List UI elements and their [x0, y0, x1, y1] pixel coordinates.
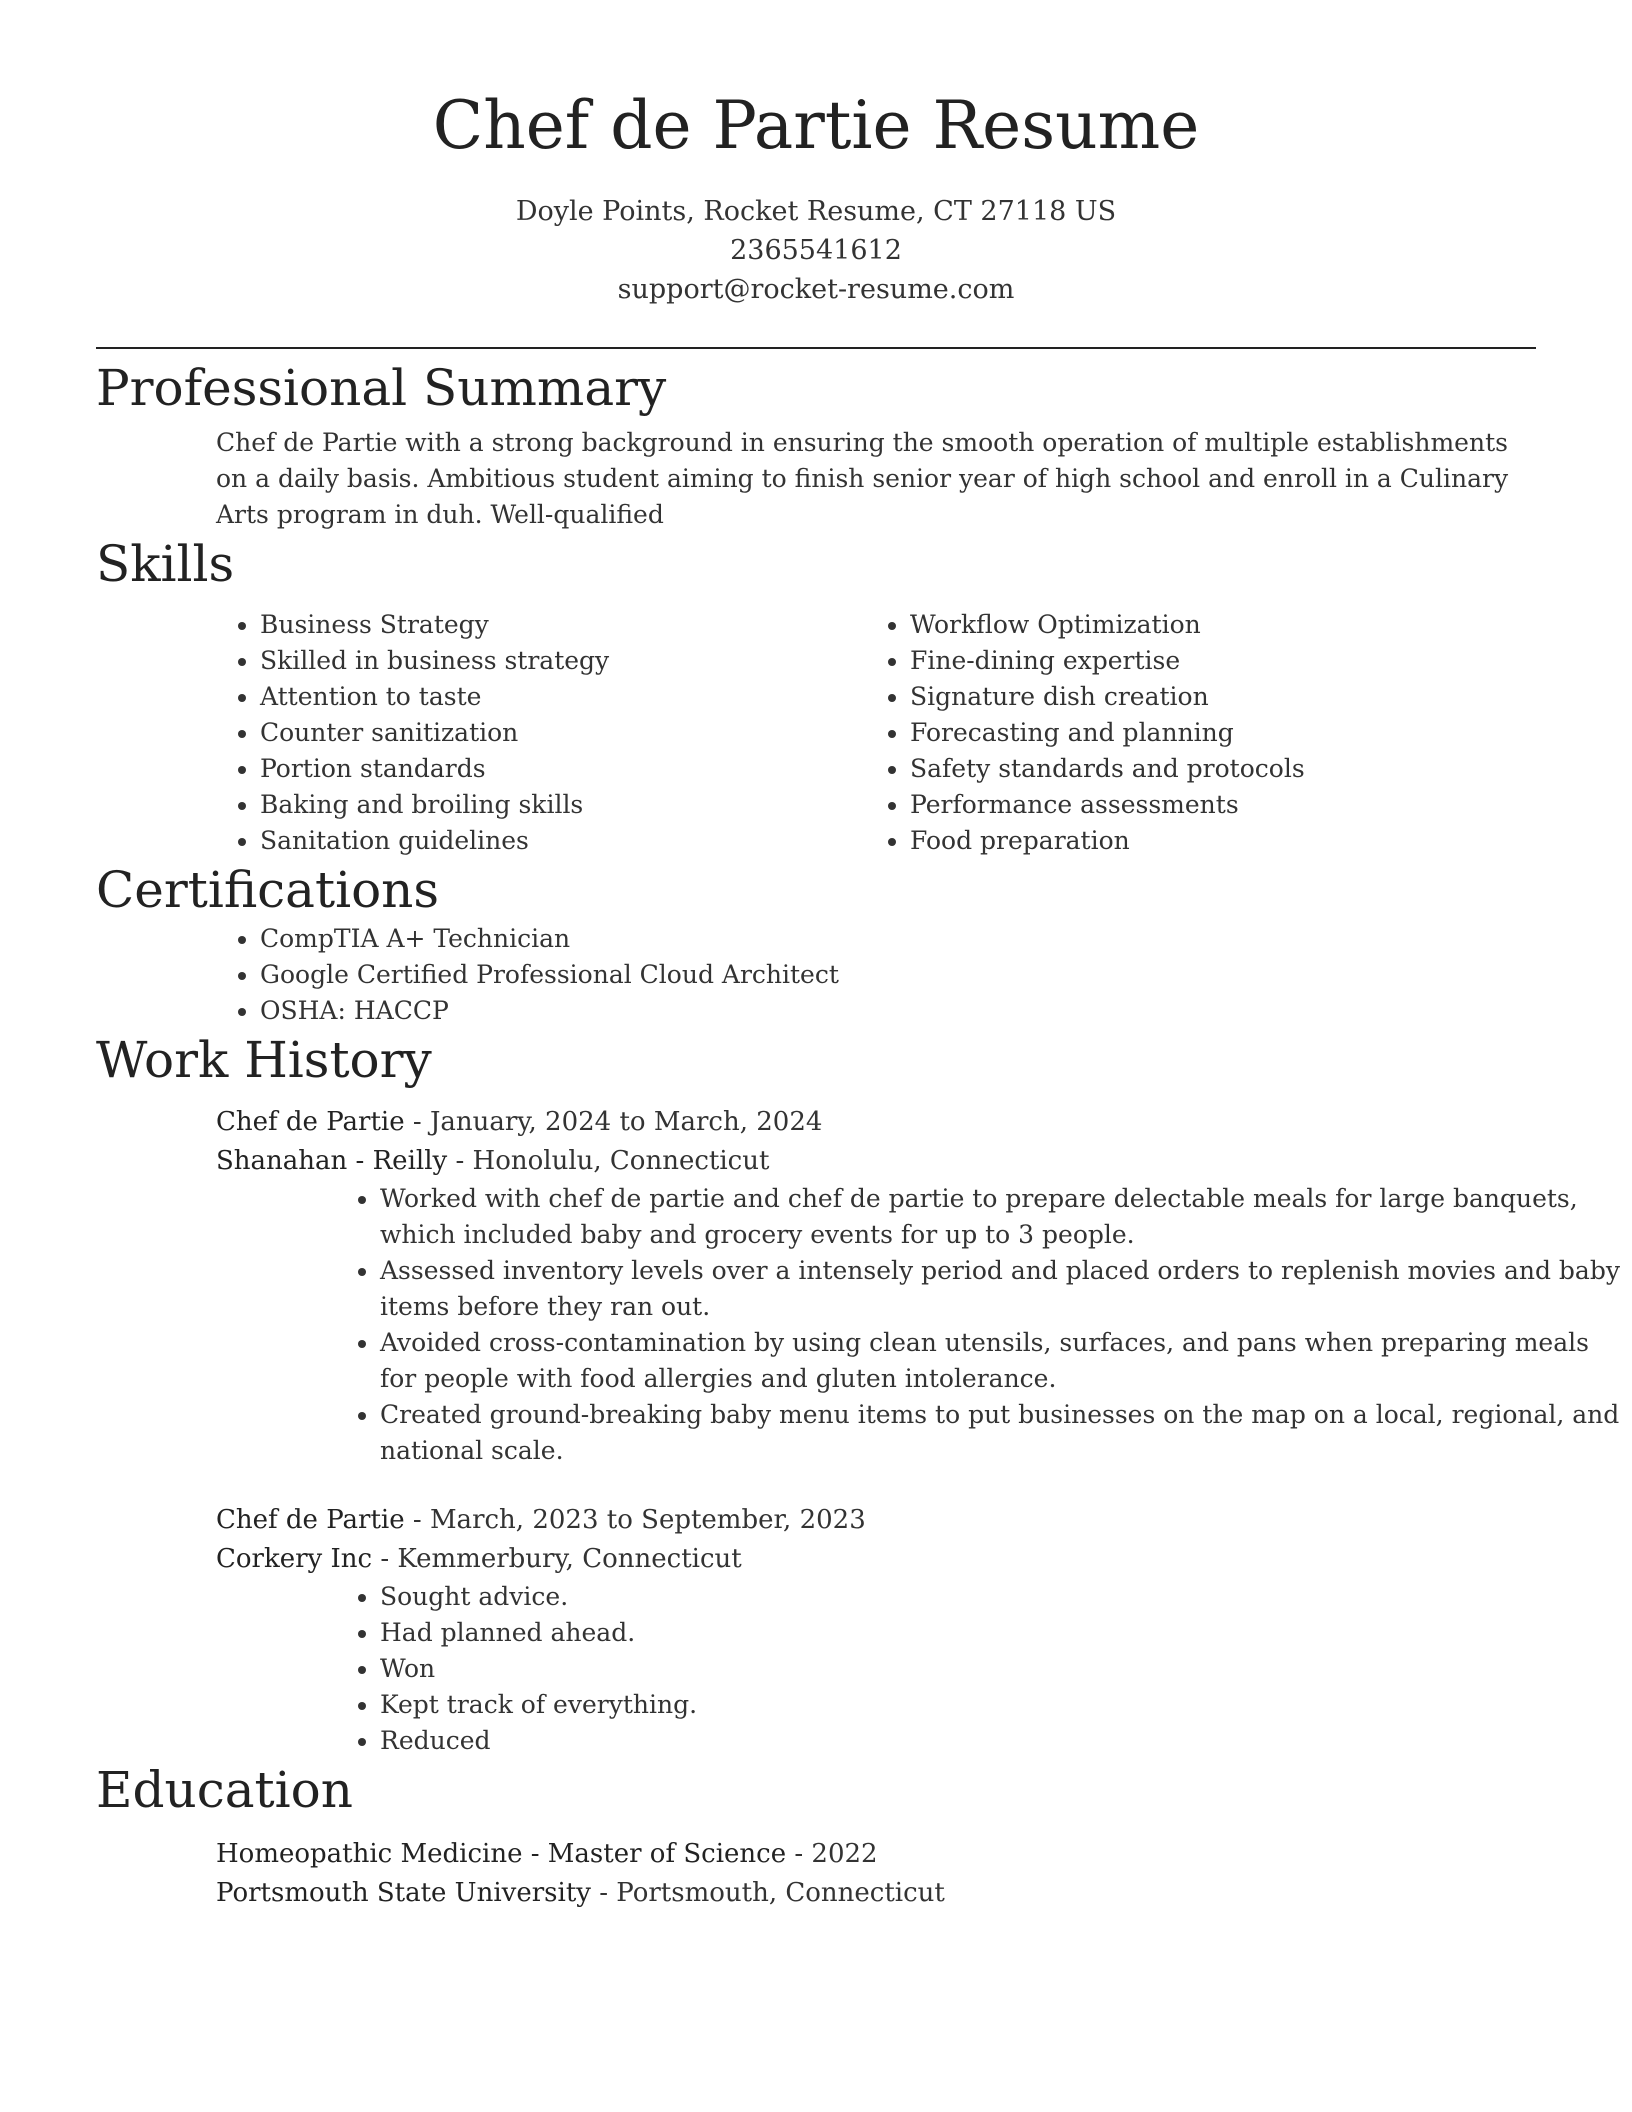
contact-info: [96, 192, 1536, 309]
education-degree-line: [216, 1835, 1536, 1874]
job-bullet-list: [216, 1579, 1620, 1759]
certifications-heading: Certifications: [96, 861, 440, 919]
skill-item: • Baking and broiling skills: [260, 787, 746, 823]
job-entry: [216, 1501, 1536, 1759]
skill-item: • Safety standards and protocols: [910, 751, 1396, 787]
skills-heading: Skills: [96, 535, 235, 593]
job-bullet: • Assessed inventory levels over a intensely period and placed orders to replenish movies and baby items before they ran out.: [380, 1253, 1620, 1325]
education-degree: Homeopathic Medicine - Master of Science: [216, 1839, 787, 1869]
summary-text: Chef de Partie with a strong background in ensuring the smooth operation of multiple establishments on a daily basis. Ambitious student aiming to finish senior year of high school and enroll in a Culinary Arts program in duh. Well-qualified: [216, 428, 1509, 529]
job-bullet: • Sought advice.: [380, 1579, 1620, 1615]
education-year: - 2022: [786, 1839, 878, 1869]
job-bullet-list: [216, 1181, 1620, 1469]
job-title-line: [216, 1103, 1536, 1142]
job-company: Corkery Inc: [216, 1544, 373, 1574]
skill-item: • Portion standards: [260, 751, 746, 787]
job-role: Chef de Partie: [216, 1505, 405, 1535]
skills-column-right: [746, 607, 1396, 859]
education-heading: Education: [96, 1761, 353, 1819]
skill-item: • Fine-dining expertise: [910, 643, 1396, 679]
skill-item: • Business Strategy: [260, 607, 746, 643]
job-company-line: [216, 1142, 1536, 1181]
education-school-line: [216, 1874, 1536, 1913]
job-bullet: • Avoided cross-contamination by using clean utensils, surfaces, and pans when preparing meals for people with food allergies and gluten intolerance.: [380, 1325, 1620, 1397]
skills-grid: [96, 607, 1536, 859]
resume-page: [96, 0, 1620, 1913]
education-location: - Portsmouth, Connecticut: [590, 1878, 945, 1908]
job-bullet: • Reduced: [380, 1723, 1620, 1759]
contact-email: support@rocket-resume.com: [617, 274, 1015, 305]
skill-item: • Attention to taste: [260, 679, 746, 715]
resume-title: Chef de Partie Resume: [432, 87, 1200, 164]
job-entry: [216, 1103, 1620, 1469]
skill-item: • Skilled in business strategy: [260, 643, 746, 679]
header-divider: [96, 347, 1536, 349]
skill-item: • Forecasting and planning: [910, 715, 1396, 751]
certification-item: • Google Certified Professional Cloud Architect: [260, 957, 1536, 993]
certification-item: • OSHA: HACCP: [260, 993, 1536, 1029]
job-location: - Kemmerbury, Connecticut: [372, 1544, 742, 1574]
job-bullet: • Worked with chef de partie and chef de partie to prepare delectable meals for large banquets, which included baby and grocery events for up to 3 people.: [380, 1181, 1620, 1253]
skill-item: • Performance assessments: [910, 787, 1396, 823]
education-entry: [216, 1835, 1536, 1913]
job-dates: - January, 2024 to March, 2024: [404, 1107, 823, 1137]
job-bullet: • Kept track of everything.: [380, 1687, 1620, 1723]
skill-item: • Sanitation guidelines: [260, 823, 746, 859]
job-bullet: • Had planned ahead.: [380, 1615, 1620, 1651]
job-role: Chef de Partie: [216, 1107, 405, 1137]
job-company: Shanahan - Reilly: [216, 1146, 448, 1176]
job-dates: - March, 2023 to September, 2023: [404, 1505, 866, 1535]
skill-item: • Food preparation: [910, 823, 1396, 859]
summary-heading: Professional Summary: [96, 359, 667, 417]
contact-address: Doyle Points, Rocket Resume, CT 27118 US: [515, 196, 1117, 227]
job-location: - Honolulu, Connecticut: [447, 1146, 770, 1176]
skill-item: • Workflow Optimization: [910, 607, 1396, 643]
skill-item: • Signature dish creation: [910, 679, 1396, 715]
certification-item: • CompTIA A+ Technician: [260, 921, 1536, 957]
contact-phone: 2365541612: [730, 235, 902, 266]
skills-list-right: [746, 607, 1396, 859]
job-title-line: [216, 1501, 1536, 1540]
job-bullet: • Won: [380, 1651, 1620, 1687]
work-history-heading: Work History: [96, 1031, 432, 1089]
job-company-line: [216, 1540, 1536, 1579]
certifications-list: [96, 921, 1536, 1029]
education-school: Portsmouth State University: [216, 1878, 591, 1908]
job-bullet: • Created ground-breaking baby menu items to put businesses on the map on a local, regional, and national scale.: [380, 1397, 1620, 1469]
skills-column-left: [96, 607, 746, 859]
skills-list-left: [96, 607, 746, 859]
skill-item: • Counter sanitization: [260, 715, 746, 751]
resume-header: [96, 0, 1536, 309]
